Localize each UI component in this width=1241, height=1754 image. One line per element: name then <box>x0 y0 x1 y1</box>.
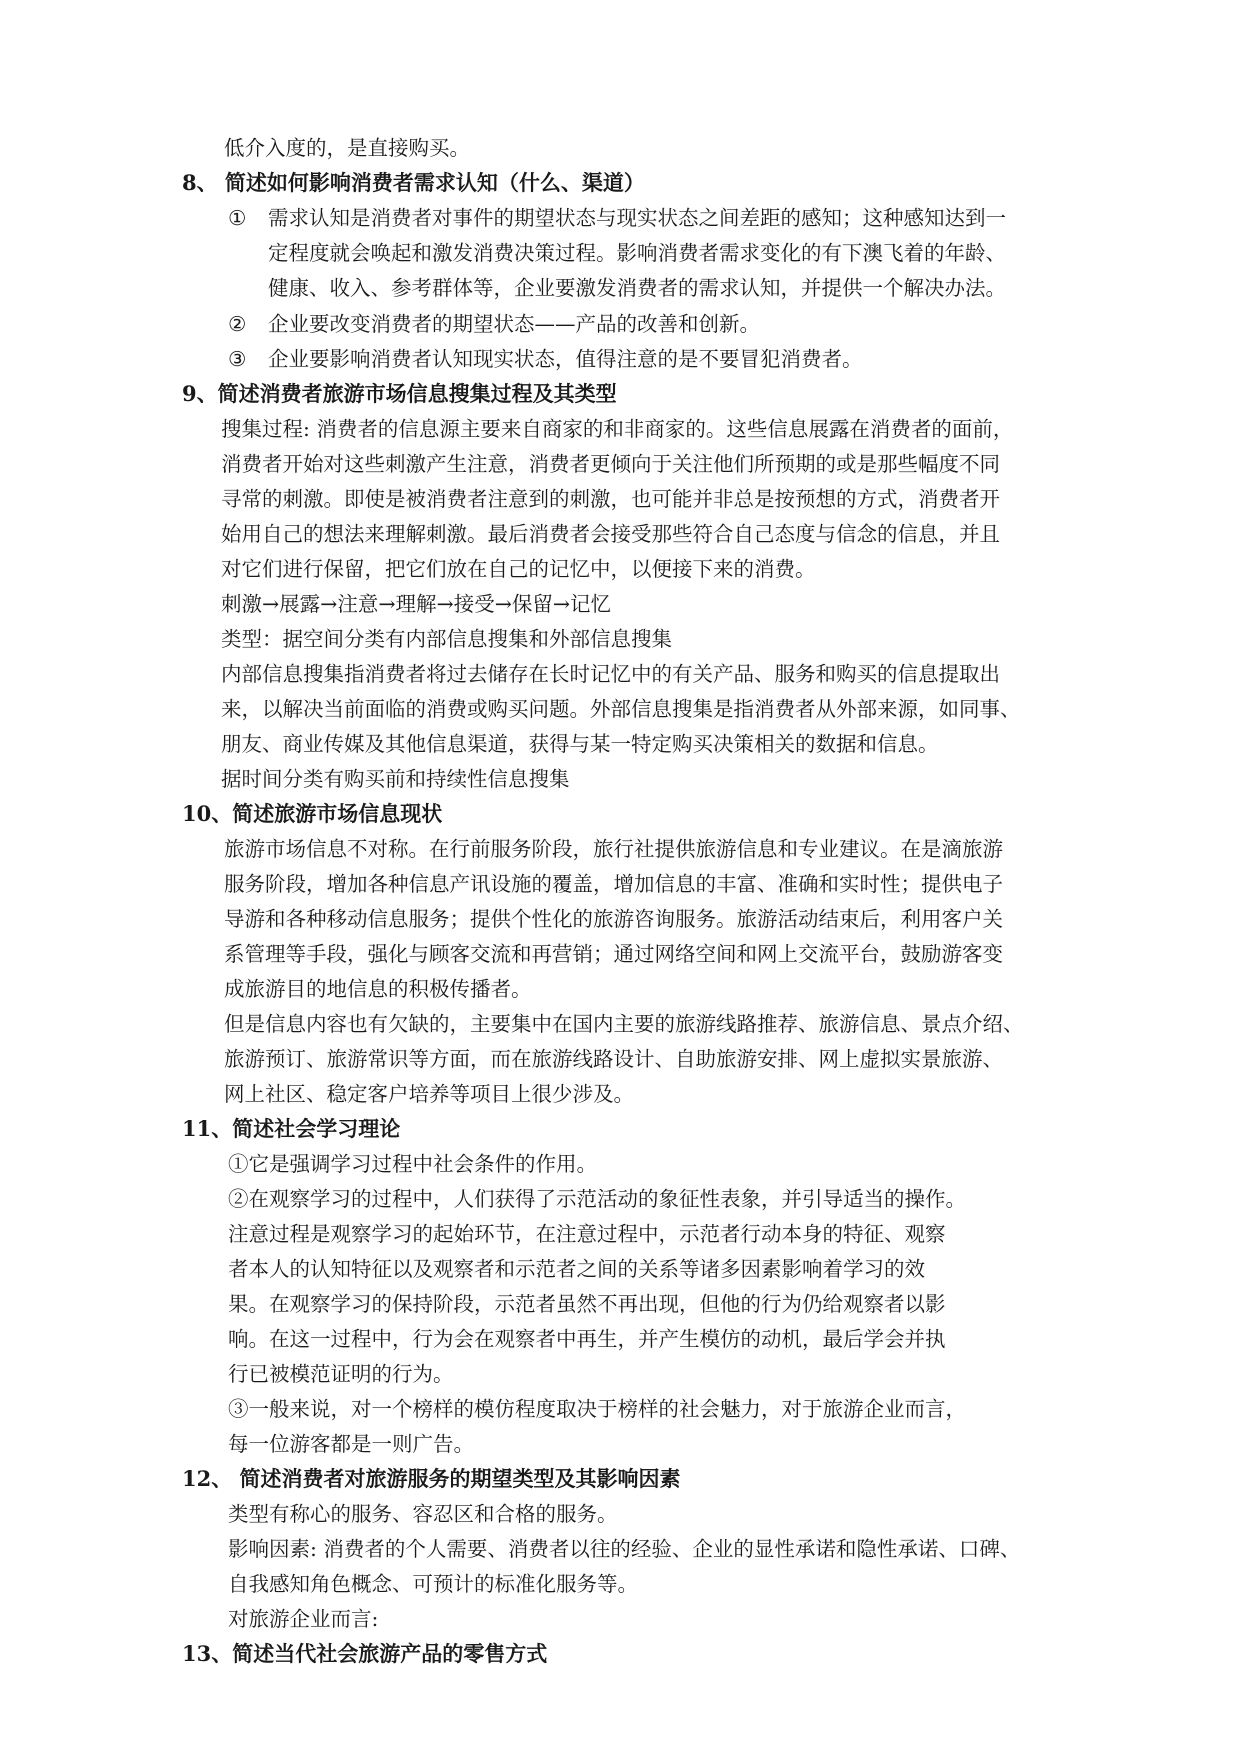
question-10-heading: 10、简述旅游市场信息现状 <box>182 801 443 826</box>
text-line: 服务阶段，增加各种信息产讯设施的覆盖，增加信息的丰富、准确和实时性；提供电子 <box>224 872 1003 896</box>
text-line: 搜集过程: 消费者的信息源主要来自商家的和非商家的。这些信息展露在消费者的面前， <box>221 417 1014 441</box>
text-line: 类型有称心的服务、容忍区和合格的服务。 <box>228 1502 618 1526</box>
text-line: 内部信息搜集指消费者将过去储存在长时记忆中的有关产品、服务和购买的信息提取出 <box>221 662 1000 686</box>
text-line: 系管理等手段，强化与顾客交流和再营销；通过网络空间和网上交流平台，鼓励游客变 <box>224 942 1003 966</box>
text-line: 旅游预订、旅游常识等方面，而在旅游线路设计、自助旅游安排、网上虚拟实景旅游、 <box>224 1047 1003 1071</box>
text-line: 响。在这一过程中，行为会在观察者中再生，并产生模仿的动机，最后学会并执 <box>228 1327 946 1351</box>
text-line: 对它们进行保留，把它们放在自己的记忆中，以便接下来的消费。 <box>221 557 816 581</box>
text-line: 注意过程是观察学习的起始环节，在注意过程中，示范者行动本身的特征、观察 <box>228 1222 946 1246</box>
text-line: 对旅游企业而言: <box>228 1607 379 1631</box>
text-line: ②在观察学习的过程中，人们获得了示范活动的象征性表象，并引导适当的操作。 <box>228 1187 966 1211</box>
text-line: 影响因素: 消费者的个人需要、消费者以往的经验、企业的显性承诺和隐性承诺、口碑、 <box>228 1537 1021 1561</box>
text-line: 健康、收入、参考群体等，企业要激发消费者的需求认知，并提供一个解决办法。 <box>268 276 1006 300</box>
text-line: 企业要改变消费者的期望状态——产品的改善和创新。 <box>268 312 760 336</box>
text-line: ③一般来说，对一个榜样的模仿程度取决于榜样的社会魅力，对于旅游企业而言， <box>228 1397 966 1421</box>
text-line: 自我感知角色概念、可预计的标准化服务等。 <box>228 1572 638 1596</box>
text-line: 来，以解决当前面临的消费或购买问题。外部信息搜集是指消费者从外部来源，如同事、 <box>221 697 1021 721</box>
text-line: 定程度就会唤起和激发消费决策过程。影响消费者需求变化的有下澳飞着的年龄、 <box>268 241 1006 265</box>
question-12-heading: 12、 简述消费者对旅游服务的期望类型及其影响因素 <box>182 1466 681 1491</box>
text-line: 果。在观察学习的保持阶段，示范者虽然不再出现，但他的行为仍给观察者以影 <box>228 1292 946 1316</box>
text-line: 类型：据空间分类有内部信息搜集和外部信息搜集 <box>221 627 672 651</box>
text-line: 者本人的认知特征以及观察者和示范者之间的关系等诸多因素影响着学习的效 <box>228 1257 925 1281</box>
text-line: 低介入度的，是直接购买。 <box>224 136 470 160</box>
text-line: 据时间分类有购买前和持续性信息搜集 <box>221 767 570 791</box>
text-line: 网上社区、稳定客户培养等项目上很少涉及。 <box>224 1082 634 1106</box>
text-line: 企业要影响消费者认知现实状态，值得注意的是不要冒犯消费者。 <box>268 347 863 371</box>
text-line: 寻常的刺激。即使是被消费者注意到的刺激，也可能并非总是按预想的方式，消费者开 <box>221 487 1000 511</box>
text-line: 刺激→展露→注意→理解→接受→保留→记忆 <box>221 592 612 616</box>
text-line: 但是信息内容也有欠缺的，主要集中在国内主要的旅游线路推荐、旅游信息、景点介绍、 <box>224 1012 1024 1036</box>
text-line: 导游和各种移动信息服务；提供个性化的旅游咨询服务。旅游活动结束后，利用客户关 <box>224 907 1003 931</box>
text-line: 始用自己的想法来理解刺激。最后消费者会接受那些符合自己态度与信念的信息，并且 <box>221 522 1000 546</box>
text-line: 每一位游客都是一则广告。 <box>228 1432 474 1456</box>
text-line: 朋友、商业传媒及其他信息渠道，获得与某一特定购买决策相关的数据和信息。 <box>221 732 939 756</box>
question-8-heading: 8、 简述如何影响消费者需求认知（什么、渠道） <box>182 170 645 195</box>
question-9-heading: 9、简述消费者旅游市场信息搜集过程及其类型 <box>182 381 617 406</box>
text-line: 成旅游目的地信息的积极传播者。 <box>224 977 532 1001</box>
text-line: 需求认知是消费者对事件的期望状态与现实状态之间差距的感知；这种感知达到一 <box>268 206 1006 230</box>
list-marker: ② <box>228 312 247 336</box>
question-13-heading: 13、简述当代社会旅游产品的零售方式 <box>182 1641 548 1666</box>
text-line: 旅游市场信息不对称。在行前服务阶段，旅行社提供旅游信息和专业建议。在是滴旅游 <box>224 837 1003 861</box>
list-marker: ③ <box>228 347 247 371</box>
text-line: 行已被模范证明的行为。 <box>228 1362 454 1386</box>
text-line: ①它是强调学习过程中社会条件的作用。 <box>228 1152 597 1176</box>
question-11-heading: 11、简述社会学习理论 <box>182 1116 401 1141</box>
text-line: 消费者开始对这些刺激产生注意，消费者更倾向于关注他们所预期的或是那些幅度不同 <box>221 452 1000 476</box>
list-marker: ① <box>228 206 247 230</box>
